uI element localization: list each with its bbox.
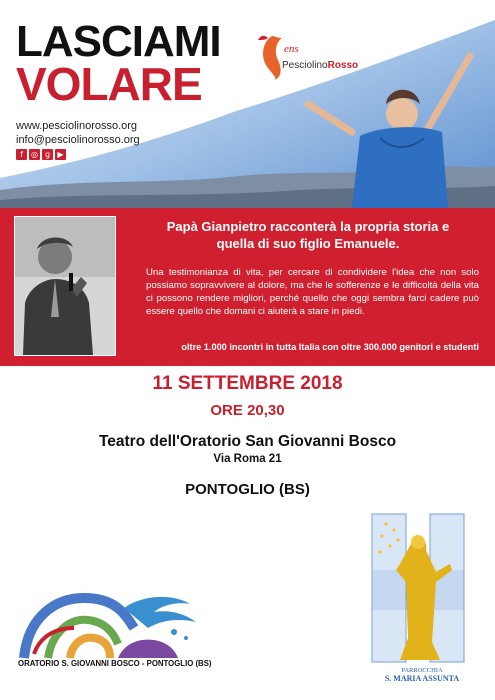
brand-name-part1: Pesciolino (282, 60, 328, 71)
brand-name (282, 60, 358, 71)
oratorio-logo (14, 588, 204, 660)
website-link[interactable]: www.pesciolinorosso.org (16, 120, 138, 132)
youtube-icon[interactable]: ▶ (55, 149, 66, 160)
instagram-icon[interactable]: ◎ (29, 149, 40, 160)
header (0, 0, 495, 208)
facebook-icon[interactable]: f (16, 149, 27, 160)
social-icons (16, 149, 66, 160)
event-city: PONTOGLIO (BS) (185, 481, 310, 498)
event-street: Via Roma 21 (213, 453, 282, 465)
speaker-photo (14, 216, 116, 356)
parish-label-line2: S. MARIA ASSUNTA (384, 674, 460, 683)
google-plus-icon[interactable]: g (42, 149, 53, 160)
brand-mark: ens (284, 43, 299, 55)
description-band (0, 208, 495, 366)
title-line2: VOLARE (16, 58, 202, 110)
parish-logo (366, 512, 472, 672)
band-body: Una testimonianza di vita, per cercare di condividere l'idea che non solo possiamo sopravvivere al dolore, ma che le sofferenze e le difficoltà della vita ci possono rendere migliori, perché quello che oggi sembra farci cadere può essere quello che domani ci aiuterà a stare in piedi. (146, 267, 479, 317)
parish-label (374, 667, 470, 683)
band-lead: Papà Gianpietro racconterà la propria storia e quella di suo figlio Emanuele. (166, 219, 450, 251)
event-time: ORE 20,30 (210, 402, 285, 419)
email-link[interactable]: info@pesciolinorosso.org (16, 134, 140, 146)
event-venue: Teatro dell'Oratorio San Giovanni Bosco (98, 433, 397, 450)
brand-name-part2: Rosso (327, 60, 359, 71)
title-line1: LASCIAMI (16, 17, 221, 66)
band-footer: oltre 1.000 incontri in tutta Italia con oltre 300.000 genitori e studenti (181, 342, 479, 352)
event-date: 11 SETTEMBRE 2018 (152, 373, 343, 394)
oratorio-label: ORATORIO S. GIOVANNI BOSCO - PONTOGLIO (BS) (18, 659, 212, 668)
pesciolino-rosso-logo (256, 32, 336, 82)
parish-label-line1: PARROCCHIA (401, 667, 443, 674)
